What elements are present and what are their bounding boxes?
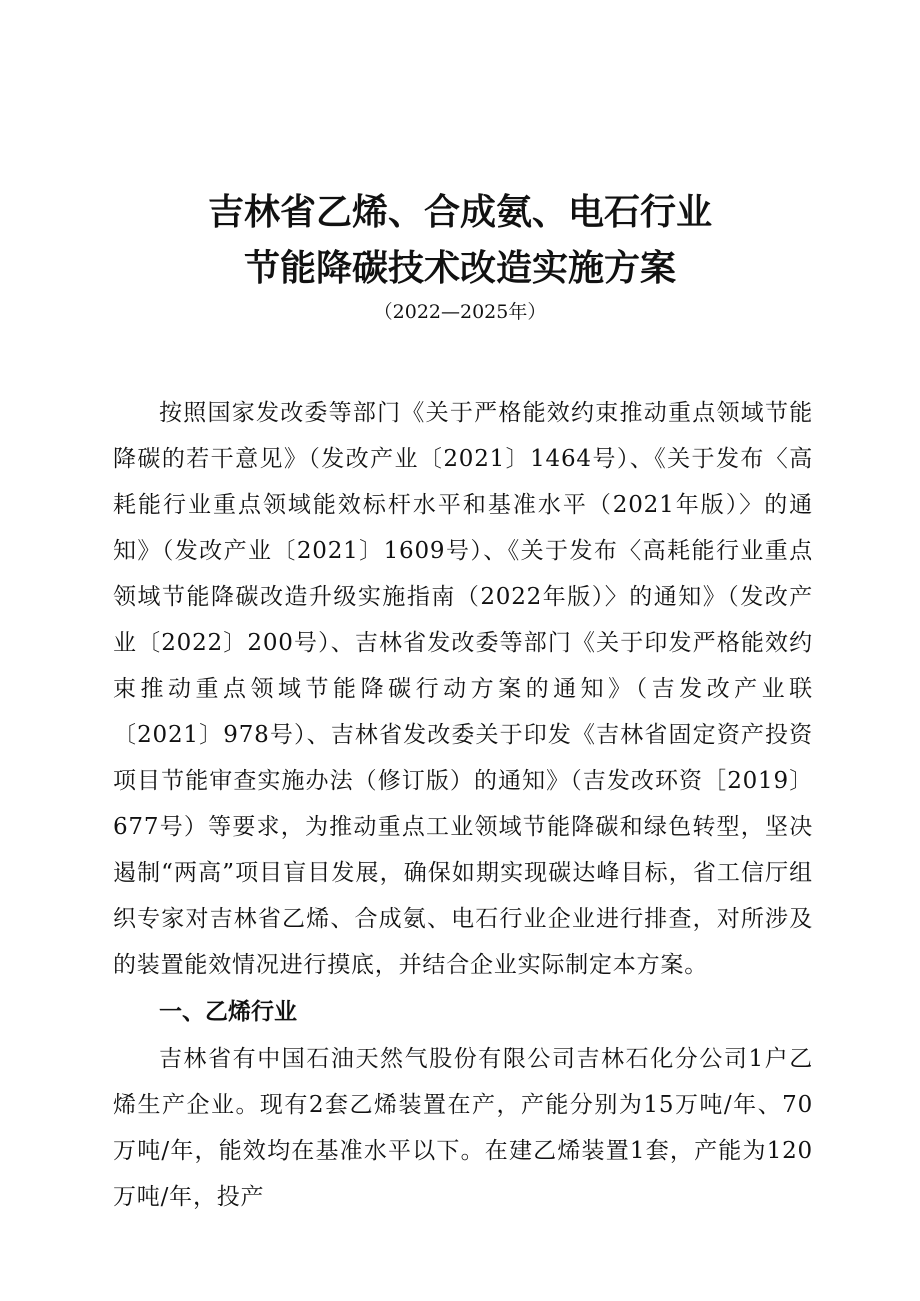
section-heading-ethylene: 一、乙烯行业 bbox=[159, 999, 297, 1025]
intro-paragraph: 按照国家发改委等部门《关于严格能效约束推动重点领域节能降碳的若干意见》（发改产业〔2021〕1464号）、《关于发布〈高耗能行业重点领域能效标杆水平和基准水平（2021年版）〉的通知》（发改产业〔2021〕1609号）、《关于发布〈高耗能行业重点领域节能降碳改造升级实施指南（2022年版）〉的通知》（发改产业〔2022〕200号）、吉林省发改委等部门《关于印发严格能效约束推动重点领域节能降碳行动方案的通知》（吉发改产业联〔2021〕978号）、吉林省发改委关于印发《吉林省固定资产投资项目节能审查实施办法（修订版）的通知》（吉发改环资［2019〕677号）等要求，为推动重点工业领域节能降碳和绿色转型，坚决遏制“两高”项目盲目发展，确保如期实现碳达峰目标，省工信厅组织专家对吉林省乙烯、合成氨、电石行业企业进行排查，对所涉及的装置能效情况进行摸底，并结合企业实际制定本方案。 bbox=[113, 400, 813, 978]
document-title-line-2: 节能降碳技术改造实施方案 bbox=[243, 248, 676, 289]
document-title-line-1: 吉林省乙烯、合成氨、电石行业 bbox=[207, 192, 712, 233]
document-subtitle: （2022—2025年） bbox=[373, 301, 547, 323]
section-paragraph-ethylene: 吉林省有中国石油天然气股份有限公司吉林石化分公司1户乙烯生产企业。现有2套乙烯装置在产，产能分别为15万吨/年、70万吨/年，能效均在基准水平以下。在建乙烯装置1套，产能为120万吨/年，投产 bbox=[113, 1046, 813, 1210]
